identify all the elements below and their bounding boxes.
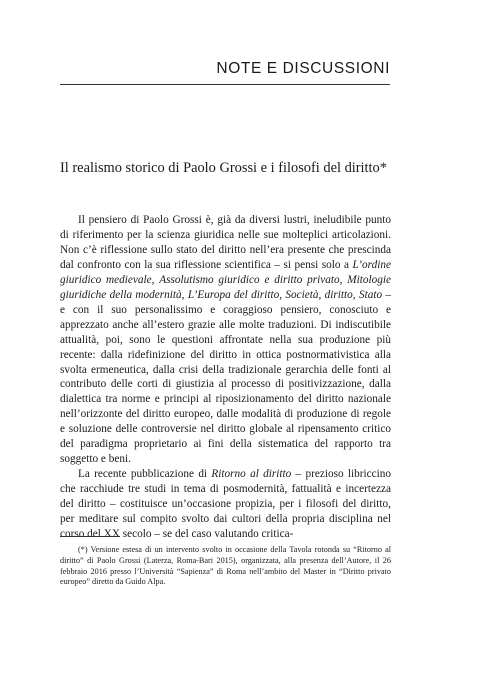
work-title-mitologie: Mitologie giuridiche della modernità [60,273,392,301]
article-title: Il realismo storico di Paolo Grossi e i filosofi del diritto* [60,160,387,176]
section-title: NOTE E DISCUSSIONI [216,60,390,77]
paragraph-2-text-b: – prezioso libriccino che racchiude tre studi in tema di posmodernità, fattualità e incertezza del diritto – costituisce un’occasione propizia, per i filosofi del diritto, per meditare sul compito svolto dai cultori della propria disciplina nel corso del XX secolo – se del caso valutando critica- [60,468,391,541]
work-title-societa-diritto-stato: Società, diritto, Stato [285,288,383,301]
paragraph-1-text-a: Il pensiero di Paolo Grossi è, già da diversi lustri, ineludibile punto di riferimento per la scienza giuridica nelle sue molteplici articolazioni. Non c’è riflessione sullo stato del diritto nell’era presente che prescinda dal confronto con la sua riflessione scientifica – si pensi solo a [60,214,391,271]
paragraph-2 [60,467,391,542]
footnote [60,545,391,588]
footnote-divider [60,536,120,537]
footnote-text: (*) Versione estesa di un intervento svolto in occasione della Tavola rotonda su “Ritorno al diritto” di Paolo Grossi (Laterza, Roma-Bari 2015), organizzata, alla presenza dell’Autore, il 26 febbraio 2016 presso l’Università “Sapienza” di Roma nell’ambito del Master in “Diritto privato europeo” diretto da Guido Alpa. [60,545,391,587]
paragraph-1-text-b: – e con il suo personalissimo e coraggioso pensiero, conosciuto e apprezzato anche all’estero grazie alle molte traduzioni. Di indiscutibile attualità, poi, sono le questioni affrontate nella sua produzione più recente: dalla ridefinizione del diritto in ottica postnormativistica alla svolta ermeneutica, dalla crisi della tradizionale gerarchia delle fonti al contributo delle corti di giustizia al processo di positivizzazione, dalla dialettica tra norme e principi al riposizionamento del diritto nazionale nell’orizzonte del diritto europeo, dalle modalità di produzione di regole e soluzione delle controversie nel diritto globale al ripensamento critico del paradigma proprietario ai fini della sistematica del rapporto tra soggetto e beni. [60,288,392,466]
paragraph-2-text-a: La recente pubblicazione di [78,468,212,481]
separator: , [339,273,348,286]
work-title-europa-diritto: L’Europa del diritto [187,288,280,301]
work-title-ordine-giuridico: L’ordine giuridico medievale [60,258,391,286]
work-title-ritorno-al-diritto: Ritorno al diritto [211,468,292,481]
body-text [60,213,391,542]
section-header [60,60,390,85]
paragraph-1 [60,213,391,467]
separator: , [279,288,286,301]
separator: , [181,288,188,301]
separator: , [151,273,160,286]
work-title-assolutismo: Assolutismo giuridico e diritto privato [159,273,340,286]
